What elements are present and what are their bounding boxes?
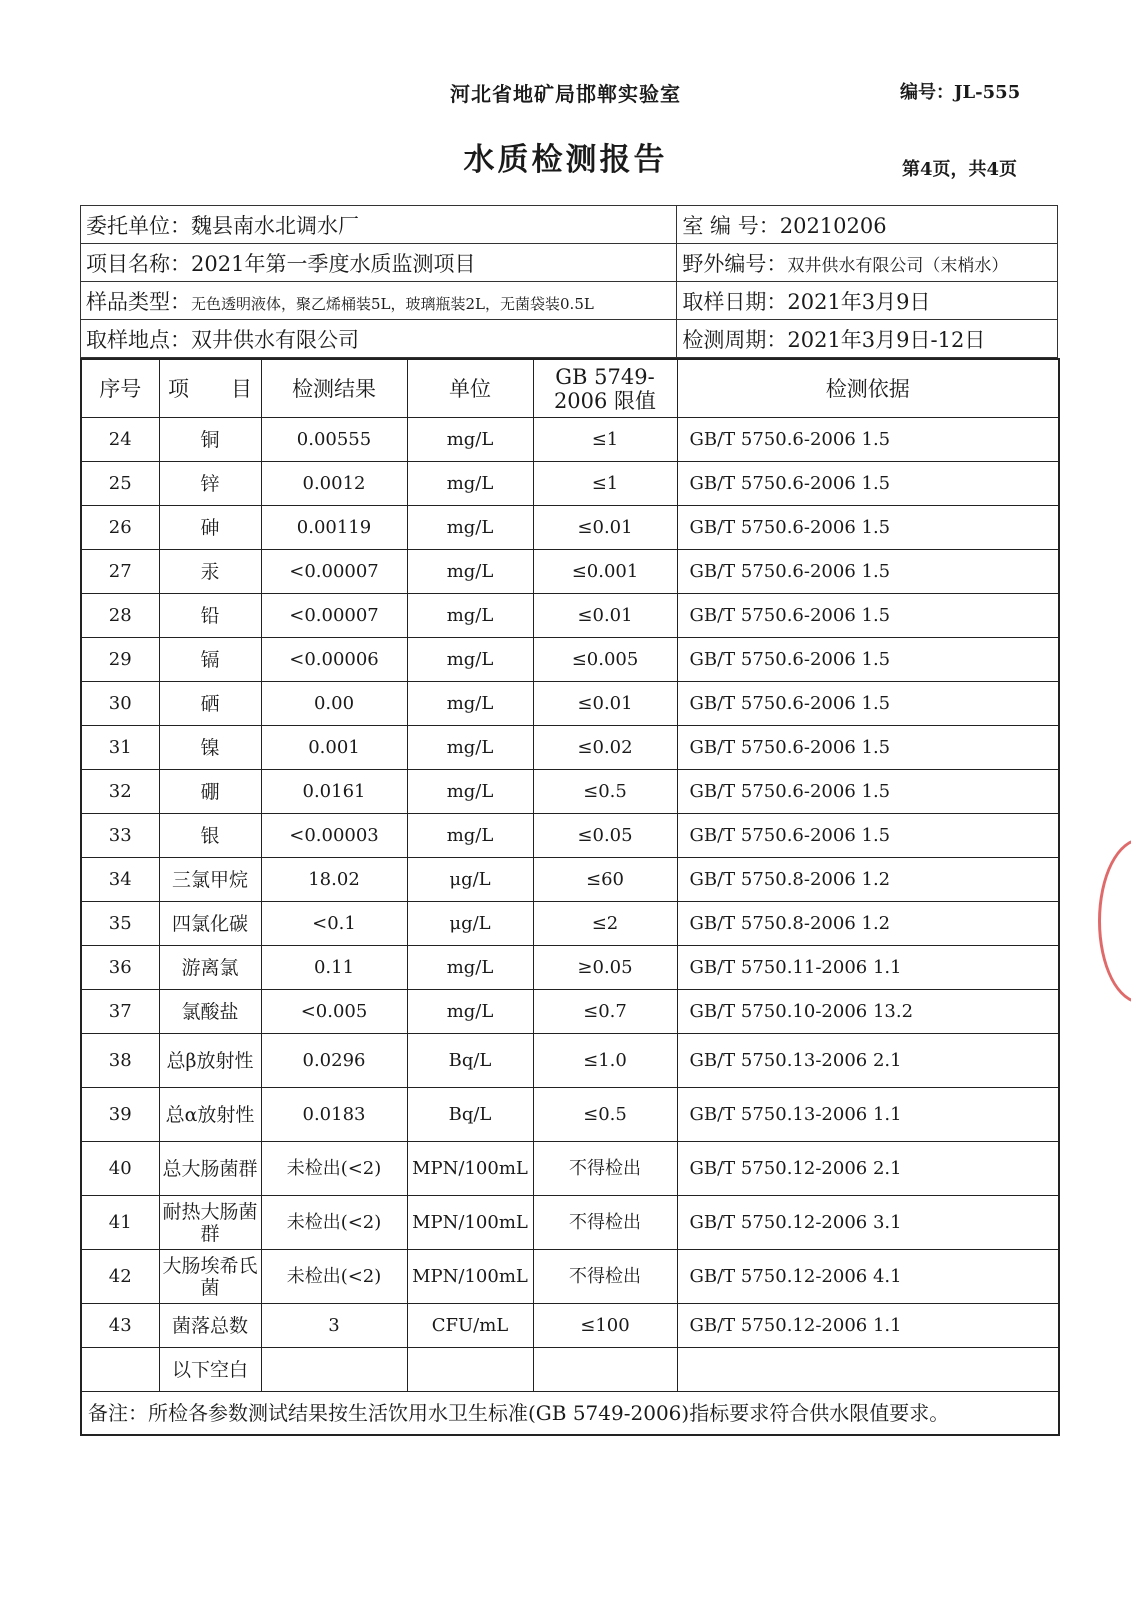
info-row-client xyxy=(81,206,1058,244)
cell-result: <0.1 xyxy=(261,902,407,946)
cell-unit: μg/L xyxy=(407,902,533,946)
client-label: 委托单位： xyxy=(86,213,191,238)
cell-result: <0.00007 xyxy=(261,550,407,594)
cell-basis: GB/T 5750.12-2006 1.1 xyxy=(677,1304,1059,1348)
cell-result: <0.005 xyxy=(261,990,407,1034)
cell-limit: ≤1 xyxy=(533,418,677,462)
cell-result: <0.00003 xyxy=(261,814,407,858)
cell-no: 24 xyxy=(81,418,159,462)
table-row xyxy=(81,990,1059,1034)
cell-no: 41 xyxy=(81,1196,159,1250)
cell-limit: ≤0.5 xyxy=(533,1088,677,1142)
cell-limit: ≤0.005 xyxy=(533,638,677,682)
cell-basis: GB/T 5750.6-2006 1.5 xyxy=(677,506,1059,550)
location-value: 双井供水有限公司 xyxy=(191,327,359,352)
table-row xyxy=(81,726,1059,770)
cell-basis: GB/T 5750.6-2006 1.5 xyxy=(677,462,1059,506)
cell-result: 18.02 xyxy=(261,858,407,902)
cell-limit: ≤0.5 xyxy=(533,770,677,814)
client-value: 魏县南水北调水厂 xyxy=(191,213,359,238)
cell-limit: ≤0.02 xyxy=(533,726,677,770)
cell-unit: mg/L xyxy=(407,726,533,770)
cell-no: 26 xyxy=(81,506,159,550)
cell-limit: ≤0.05 xyxy=(533,814,677,858)
cell-unit: MPN/100mL xyxy=(407,1250,533,1304)
table-row xyxy=(81,1196,1059,1250)
cell-no: 39 xyxy=(81,1088,159,1142)
header-no: 序号 xyxy=(81,359,159,418)
table-row xyxy=(81,550,1059,594)
table-row xyxy=(81,1304,1059,1348)
cell-basis: GB/T 5750.6-2006 1.5 xyxy=(677,814,1059,858)
table-row xyxy=(81,902,1059,946)
cell-no: 42 xyxy=(81,1250,159,1304)
cell-no: 43 xyxy=(81,1304,159,1348)
cell-item: 以下空白 xyxy=(159,1348,261,1392)
cell-no: 36 xyxy=(81,946,159,990)
table-row xyxy=(81,1250,1059,1304)
cell-result: 0.00555 xyxy=(261,418,407,462)
cell-basis: GB/T 5750.10-2006 13.2 xyxy=(677,990,1059,1034)
cell-basis xyxy=(677,1348,1059,1392)
cell-result: 0.00119 xyxy=(261,506,407,550)
cell-item: 银 xyxy=(159,814,261,858)
sample-date-label: 取样日期： xyxy=(682,289,788,314)
cell-basis: GB/T 5750.12-2006 4.1 xyxy=(677,1250,1059,1304)
cell-result: <0.00006 xyxy=(261,638,407,682)
cell-unit: mg/L xyxy=(407,990,533,1034)
cell-unit: mg/L xyxy=(407,814,533,858)
cell-limit: ≤0.7 xyxy=(533,990,677,1034)
cell-item: 镉 xyxy=(159,638,261,682)
cell-limit: ≤0.01 xyxy=(533,594,677,638)
info-row-location xyxy=(81,320,1058,358)
cell-basis: GB/T 5750.13-2006 1.1 xyxy=(677,1088,1059,1142)
note-text: 备注：所检各参数测试结果按生活饮用水卫生标准(GB 5749-2006)指标要求符合供水限值要求。 xyxy=(81,1392,1059,1436)
cell-unit: mg/L xyxy=(407,594,533,638)
cell-basis: GB/T 5750.13-2006 2.1 xyxy=(677,1034,1059,1088)
cell-limit: 不得检出 xyxy=(533,1142,677,1196)
cell-unit: mg/L xyxy=(407,462,533,506)
cell-item: 硼 xyxy=(159,770,261,814)
lab-no-value: 20210206 xyxy=(779,213,887,238)
cell-limit: ≤0.01 xyxy=(533,506,677,550)
page-indicator: 第4页，共4页 xyxy=(902,159,1018,180)
cell-no: 31 xyxy=(81,726,159,770)
cell-item: 四氯化碳 xyxy=(159,902,261,946)
client-cell xyxy=(81,206,677,244)
cell-unit xyxy=(407,1348,533,1392)
cell-unit: Bq/L xyxy=(407,1088,533,1142)
cell-basis: GB/T 5750.6-2006 1.5 xyxy=(677,682,1059,726)
period-label: 检测周期： xyxy=(682,327,788,352)
sample-date-cell xyxy=(677,282,1058,320)
table-row xyxy=(81,1142,1059,1196)
field-no-value: 双井供水有限公司（末梢水） xyxy=(787,255,1009,276)
period-cell xyxy=(677,320,1058,358)
cell-limit: ≤0.001 xyxy=(533,550,677,594)
cell-result xyxy=(261,1348,407,1392)
cell-item: 耐热大肠菌群 xyxy=(159,1196,261,1250)
cell-result: 0.00 xyxy=(261,682,407,726)
sample-type-cell xyxy=(81,282,677,320)
header-item: 项 目 xyxy=(159,359,261,418)
cell-limit xyxy=(533,1348,677,1392)
cell-item: 总β放射性 xyxy=(159,1034,261,1088)
cell-result: 0.0296 xyxy=(261,1034,407,1088)
header-result: 检测结果 xyxy=(261,359,407,418)
table-row xyxy=(81,638,1059,682)
info-table xyxy=(80,205,1058,358)
sample-type-value: 无色透明液体，聚乙烯桶装5L，玻璃瓶装2L，无菌袋装0.5L xyxy=(191,294,594,313)
cell-unit: mg/L xyxy=(407,770,533,814)
report-code: 编号：JL-555 xyxy=(900,82,1021,103)
cell-no: 29 xyxy=(81,638,159,682)
cell-result: 3 xyxy=(261,1304,407,1348)
cell-item: 铅 xyxy=(159,594,261,638)
cell-result: 0.0012 xyxy=(261,462,407,506)
location-cell xyxy=(81,320,677,358)
cell-item: 镍 xyxy=(159,726,261,770)
cell-no: 38 xyxy=(81,1034,159,1088)
lab-no-label: 室 编 号： xyxy=(682,213,780,238)
cell-basis: GB/T 5750.12-2006 2.1 xyxy=(677,1142,1059,1196)
cell-unit: mg/L xyxy=(407,506,533,550)
cell-unit: MPN/100mL xyxy=(407,1196,533,1250)
cell-item: 铜 xyxy=(159,418,261,462)
cell-unit: MPN/100mL xyxy=(407,1142,533,1196)
cell-result: <0.00007 xyxy=(261,594,407,638)
cell-limit: 不得检出 xyxy=(533,1250,677,1304)
cell-result: 0.11 xyxy=(261,946,407,990)
cell-basis: GB/T 5750.12-2006 3.1 xyxy=(677,1196,1059,1250)
cell-basis: GB/T 5750.6-2006 1.5 xyxy=(677,550,1059,594)
cell-limit: ≤1.0 xyxy=(533,1034,677,1088)
cell-no xyxy=(81,1348,159,1392)
table-row xyxy=(81,946,1059,990)
period-value: 2021年3月9日-12日 xyxy=(787,327,986,352)
cell-no: 30 xyxy=(81,682,159,726)
cell-item: 游离氯 xyxy=(159,946,261,990)
cell-limit: ≤0.01 xyxy=(533,682,677,726)
cell-no: 34 xyxy=(81,858,159,902)
results-body xyxy=(81,418,1059,1392)
cell-no: 40 xyxy=(81,1142,159,1196)
table-row xyxy=(81,462,1059,506)
cell-item: 三氯甲烷 xyxy=(159,858,261,902)
cell-basis: GB/T 5750.8-2006 1.2 xyxy=(677,858,1059,902)
cell-item: 大肠埃希氏菌 xyxy=(159,1250,261,1304)
cell-unit: CFU/mL xyxy=(407,1304,533,1348)
cell-unit: mg/L xyxy=(407,682,533,726)
project-cell xyxy=(81,244,677,282)
cell-item: 总α放射性 xyxy=(159,1088,261,1142)
cell-result: 0.0161 xyxy=(261,770,407,814)
results-table xyxy=(80,358,1060,1436)
cell-limit: ≤60 xyxy=(533,858,677,902)
cell-limit: ≤100 xyxy=(533,1304,677,1348)
cell-limit: ≤1 xyxy=(533,462,677,506)
header-basis: 检测依据 xyxy=(677,359,1059,418)
cell-unit: mg/L xyxy=(407,946,533,990)
table-row xyxy=(81,506,1059,550)
info-row-sample-type xyxy=(81,282,1058,320)
info-row-project xyxy=(81,244,1058,282)
report-title: 水质检测报告 xyxy=(463,142,668,178)
cell-basis: GB/T 5750.6-2006 1.5 xyxy=(677,726,1059,770)
cell-result: 未检出(<2) xyxy=(261,1196,407,1250)
cell-item: 氯酸盐 xyxy=(159,990,261,1034)
cell-no: 28 xyxy=(81,594,159,638)
lab-name: 河北省地矿局邯郸实验室 xyxy=(450,82,681,106)
cell-unit: mg/L xyxy=(407,550,533,594)
cell-item: 总大肠菌群 xyxy=(159,1142,261,1196)
cell-basis: GB/T 5750.11-2006 1.1 xyxy=(677,946,1059,990)
cell-result: 0.0183 xyxy=(261,1088,407,1142)
location-label: 取样地点： xyxy=(86,327,191,352)
cell-result: 0.001 xyxy=(261,726,407,770)
cell-result: 未检出(<2) xyxy=(261,1142,407,1196)
table-row xyxy=(81,418,1059,462)
table-row xyxy=(81,1034,1059,1088)
table-row xyxy=(81,682,1059,726)
cell-item: 菌落总数 xyxy=(159,1304,261,1348)
cell-no: 35 xyxy=(81,902,159,946)
lab-no-cell xyxy=(677,206,1058,244)
header-unit: 单位 xyxy=(407,359,533,418)
header-limit: GB 5749-2006 限值 xyxy=(533,359,677,418)
cell-basis: GB/T 5750.6-2006 1.5 xyxy=(677,638,1059,682)
sample-type-label: 样品类型： xyxy=(86,289,191,314)
results-header-row xyxy=(81,359,1059,418)
field-no-label: 野外编号： xyxy=(682,251,788,276)
cell-basis: GB/T 5750.8-2006 1.2 xyxy=(677,902,1059,946)
cell-limit: 不得检出 xyxy=(533,1196,677,1250)
cell-no: 27 xyxy=(81,550,159,594)
cell-result: 未检出(<2) xyxy=(261,1250,407,1304)
cell-no: 32 xyxy=(81,770,159,814)
cell-no: 37 xyxy=(81,990,159,1034)
table-row xyxy=(81,858,1059,902)
cell-basis: GB/T 5750.6-2006 1.5 xyxy=(677,770,1059,814)
table-row xyxy=(81,594,1059,638)
cell-no: 25 xyxy=(81,462,159,506)
field-no-cell xyxy=(677,244,1058,282)
cell-item: 锌 xyxy=(159,462,261,506)
sample-date-value: 2021年3月9日 xyxy=(787,289,931,314)
table-row xyxy=(81,1088,1059,1142)
red-seal-stamp xyxy=(1098,838,1131,1004)
cell-unit: Bq/L xyxy=(407,1034,533,1088)
cell-item: 汞 xyxy=(159,550,261,594)
cell-limit: ≤2 xyxy=(533,902,677,946)
cell-unit: mg/L xyxy=(407,638,533,682)
table-row xyxy=(81,1348,1059,1392)
cell-unit: mg/L xyxy=(407,418,533,462)
table-row xyxy=(81,770,1059,814)
cell-basis: GB/T 5750.6-2006 1.5 xyxy=(677,418,1059,462)
cell-item: 砷 xyxy=(159,506,261,550)
cell-basis: GB/T 5750.6-2006 1.5 xyxy=(677,594,1059,638)
note-row xyxy=(81,1392,1059,1436)
table-row xyxy=(81,814,1059,858)
cell-unit: μg/L xyxy=(407,858,533,902)
cell-item: 硒 xyxy=(159,682,261,726)
project-value: 2021年第一季度水质监测项目 xyxy=(191,251,476,276)
cell-no: 33 xyxy=(81,814,159,858)
cell-limit: ≥0.05 xyxy=(533,946,677,990)
project-label: 项目名称： xyxy=(86,251,191,276)
